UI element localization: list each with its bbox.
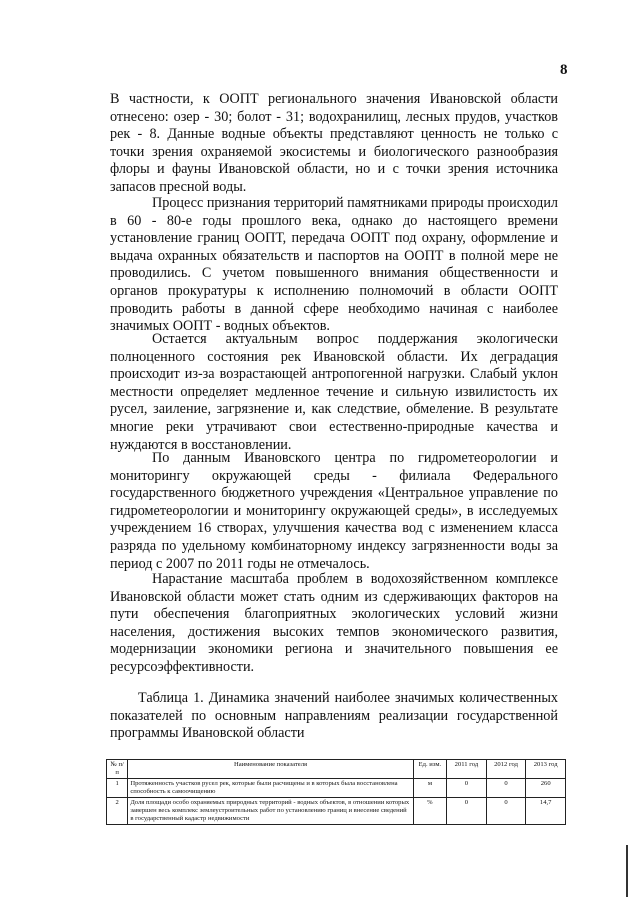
- cell-2011: 0: [447, 798, 487, 825]
- table-row: [107, 798, 566, 825]
- cell-num: 2: [107, 798, 128, 825]
- header-num: № п/п: [107, 760, 128, 779]
- table-row: [107, 779, 566, 798]
- cell-unit: м: [413, 779, 447, 798]
- paragraph-4: По данным Ивановского центра по гидрометеорологии и мониторингу окружающей среды - филиала Федерального государственного бюджетного учреждения «Центральное управление по гидрометеорологии и мониторингу окружающей среды», в исследуемых учреждением 16 створах, улучшения качества вод с изменением класса разряда по удельному комбинаторному индексу загрязненности воды за период с 2007 по 2011 годы не отмечалось.: [110, 450, 558, 572]
- header-2011: 2011 год: [447, 760, 487, 779]
- cell-unit: %: [413, 798, 447, 825]
- table-caption: Таблица 1. Динамика значений наиболее значимых количественных показателей по основным направлениям реализации государственной программы Ивановской области: [110, 690, 558, 742]
- header-2012: 2012 год: [486, 760, 526, 779]
- table-header-row: [107, 760, 566, 779]
- paragraph-2: Процесс признания территорий памятниками природы происходил в 60 - 80-е годы прошлого века, однако до настоящего времени установление границ ООПТ, передача ООПТ под охрану, оформление и выдача охранных обязательств и паспортов на ООПТ в полной мере не проводились. С учетом повышенного внимания общественности и органов прокуратуры к исполнению полномочий в области ООПТ проводить работы в данной сфере необходимо начиная с наиболее значимых ООПТ - водных объектов.: [110, 195, 558, 335]
- cell-2012: 0: [486, 798, 526, 825]
- paragraph-3: Остается актуальным вопрос поддержания экологически полноценного состояния рек Ивановской области. Их деградация происходит из-за возрастающей антропогенной нагрузки. Слабый уклон местности определяет медленное течение и сильную извилистость их русел, заиление, загрязнение и, как следствие, обмеление. В результате многие реки утрачивают свои естественно-природные качества и нуждаются в восстановлении.: [110, 331, 558, 453]
- header-name: Наименование показателя: [128, 760, 413, 779]
- cell-2012: 0: [486, 779, 526, 798]
- cell-num: 1: [107, 779, 128, 798]
- header-2013: 2013 год: [526, 760, 566, 779]
- cell-2013: 14,7: [526, 798, 566, 825]
- paragraph-5: Нарастание масштаба проблем в водохозяйственном комплексе Ивановской области может стать одним из сдерживающих факторов на пути обеспечения благоприятных экологических условий жизни населения, достижения высоких темпов экономического развития, модернизации экономики региона и значительного повышения ее ресурсоэффективности.: [110, 571, 558, 675]
- indicators-table: [106, 759, 566, 825]
- cell-name: Доля площади особо охраняемых природных территорий - водных объектов, в отношении которых завершен весь комплекс землеустроительных работ по установлению границ и внесение сведений в государственный кадастр недвижимости: [128, 798, 413, 825]
- cell-name: Протяженность участков русел рек, которые были расчищены и в которых была восстановлена способность к самоочищению: [128, 779, 413, 798]
- scan-edge-mark: [626, 845, 628, 897]
- cell-2013: 260: [526, 779, 566, 798]
- paragraph-1: В частности, к ООПТ регионального значения Ивановской области отнесено: озер - 30; болот - 31; водохранилищ, лесных прудов, участков рек - 8. Данные водные объекты представляют ценность не только с точки зрения охраняемой экосистемы и биологического разнообразия флоры и фауны Ивановской области, но и с точки зрения источника запасов пресной воды.: [110, 91, 558, 195]
- header-unit: Ед. изм.: [413, 760, 447, 779]
- page-number: 8: [560, 62, 568, 78]
- cell-2011: 0: [447, 779, 487, 798]
